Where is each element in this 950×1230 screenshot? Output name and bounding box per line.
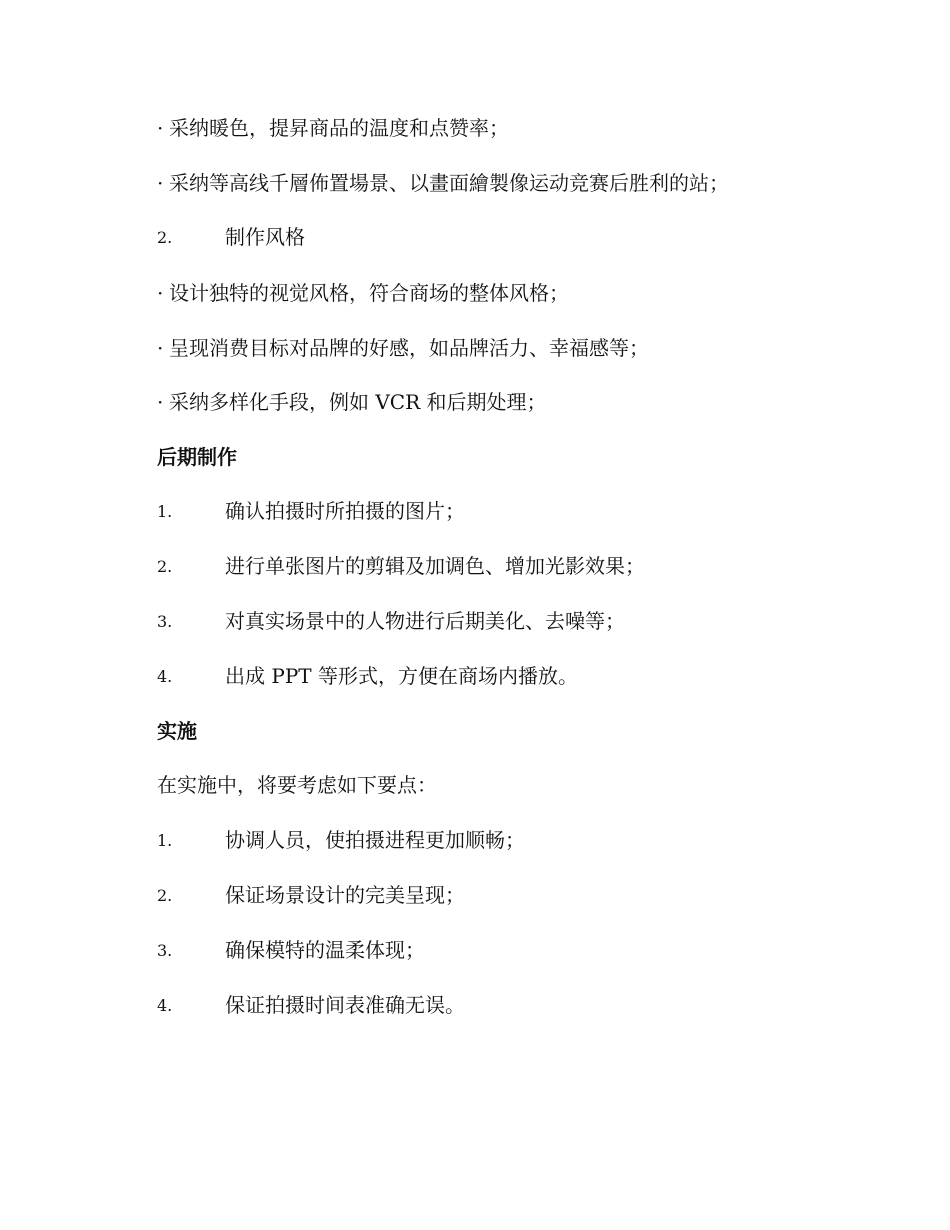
list-number: 2. [157,557,173,576]
list-number: 3. [157,612,173,631]
bullet-text: 采纳等高线千層佈置場景、以畫面繪製像运动竞赛后胜利的站； [169,171,729,195]
list-item-text: 进行单张图片的剪辑及加调色、增加光影效果； [225,554,645,578]
list-item-text: 对真实场景中的人物进行后期美化、去噪等； [225,609,625,633]
list-number: 4. [157,996,173,1015]
bullet-text: 设计独特的视觉风格，符合商场的整体风格； [169,281,569,305]
bullet-item-warm-colors [157,113,509,143]
list-number: 4. [157,667,173,686]
list-number: 3. [157,941,173,960]
list-item-text: 确认拍摄时所拍摄的图片； [225,499,465,523]
section-title-production-style: 制作风格 [225,225,305,249]
list-item-text: 协调人员，使拍摄进程更加顺畅； [225,828,525,852]
list-item-text: 保证场景设计的完美呈现； [225,883,465,907]
bullet-dot: · [157,281,164,305]
list-item-text: 确保模特的温柔体现； [225,938,425,962]
implementation-intro: 在实施中，将要考虑如下要点： [157,773,437,797]
list-number: 1. [157,502,173,521]
bullet-text: 采纳多样化手段，例如 VCR 和后期处理； [169,390,547,414]
bullet-item-diverse-methods [157,387,547,417]
bullet-dot: · [157,390,164,414]
heading-implementation: 实施 [157,719,197,743]
bullet-dot: · [157,116,164,140]
bullet-item-visual-style [157,278,569,308]
bullet-dot: · [157,171,164,195]
heading-post-production: 后期制作 [157,445,237,469]
bullet-item-brand-affinity [157,333,649,363]
bullet-text: 呈现消费目标对品牌的好感，如品牌活力、幸福感等； [169,336,649,360]
bullet-text: 采纳暖色，提昇商品的温度和点赞率； [169,116,509,140]
list-number: 1. [157,831,173,850]
bullet-item-contour-scene [157,168,729,198]
list-number: 2. [157,228,173,247]
bullet-dot: · [157,336,164,360]
list-number: 2. [157,886,173,905]
list-item-text: 保证拍摄时间表准确无误。 [225,993,465,1017]
list-item-text: 出成 PPT 等形式，方便在商场内播放。 [225,664,578,688]
